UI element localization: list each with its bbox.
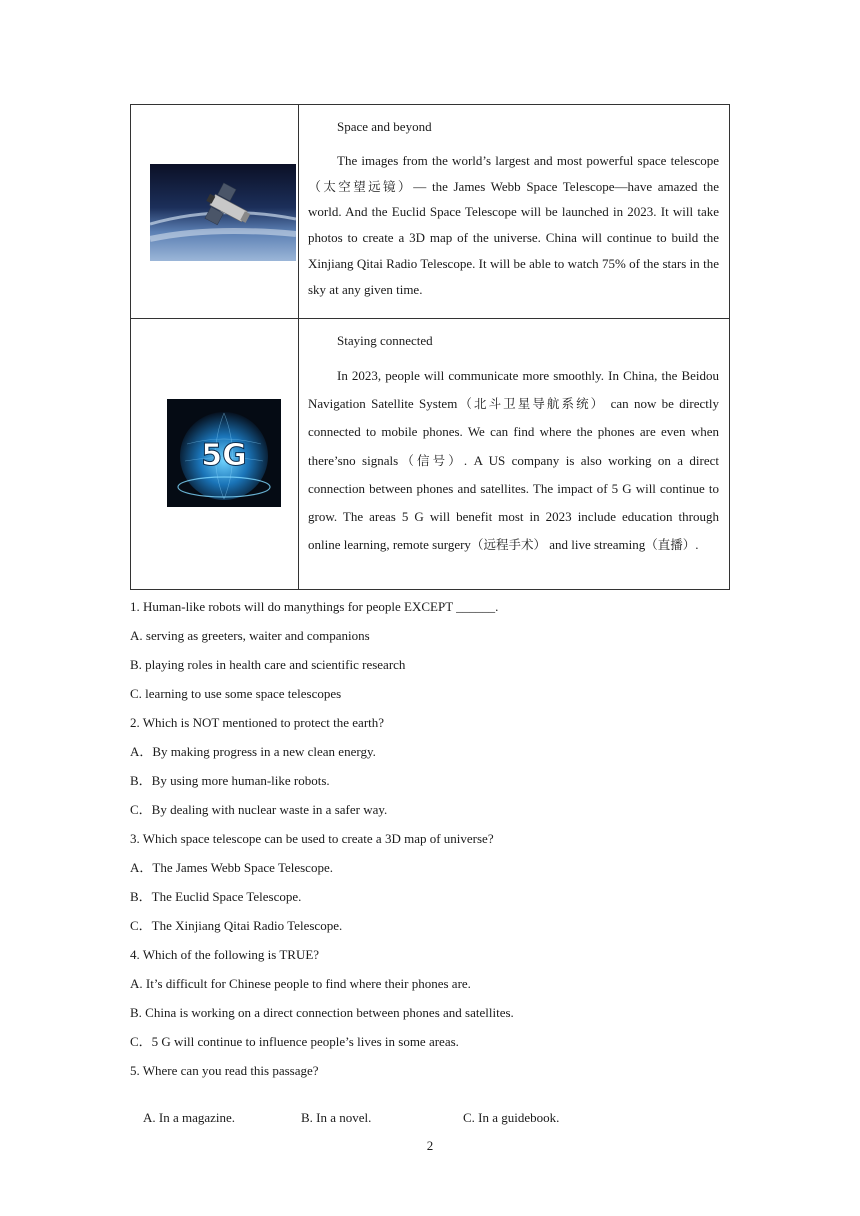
table-row — [131, 105, 730, 319]
image-cell — [131, 105, 299, 319]
option-line: B．The Euclid Space Telescope. — [130, 889, 302, 904]
question-list — [130, 598, 730, 1125]
question-line: 5. Where can you read this passage? — [130, 1063, 319, 1078]
image-cell — [131, 319, 299, 590]
option-line: B. playing roles in health care and scientific research — [130, 657, 406, 672]
option-b: B. In a novel. — [301, 1110, 372, 1125]
option-c: C. In a guidebook. — [463, 1110, 560, 1125]
section-heading: Staying connected — [337, 333, 433, 348]
option-a: A. In a magazine. — [143, 1110, 236, 1125]
section-paragraph: In 2023, people will communicate more smoothly. In China, the Beidou Navigation Satellite System（北斗卫星导航系统） can now be directly connected to mobile phones. We can find where the phones are even when there’sno signals（信号）. A US company is also working on a direct connection between phones and satellites. The impact of 5 G will continue to grow. The areas 5 G will benefit most in 2023 include education through online learning, remote surgery（远程手术） and live streaming（直播）. — [308, 368, 719, 553]
text-cell — [299, 105, 730, 319]
option-line: C．5 G will continue to influence people’s lives in some areas. — [130, 1034, 459, 1049]
space-telescope-image — [150, 164, 296, 261]
page-number: 2 — [426, 1138, 434, 1153]
option-line: C．By dealing with nuclear waste in a safer way. — [130, 802, 388, 817]
option-line: A. It’s difficult for Chinese people to find where their phones are. — [130, 976, 471, 991]
question-line: 1. Human-like robots will do manythings for people EXCEPT ______. — [130, 599, 499, 614]
section-paragraph: The images from the world’s largest and most powerful space telescope（太空望远镜）— the James Webb Space Telescope—have amazed the world. And the Euclid Space Telescope will be launched in 2023. It will take photos to create a 3D map of the universe. China will continue to build the Xinjiang Qitai Radio Telescope. It will be able to watch 75% of the stars in the sky at any given time. — [308, 153, 719, 297]
question-line: 4. Which of the following is TRUE? — [130, 947, 320, 962]
question-line: 3. Which space telescope can be used to create a 3D map of universe? — [130, 831, 494, 846]
options-row — [130, 1091, 730, 1125]
table-row — [131, 319, 730, 590]
5g-label: 5G — [201, 438, 247, 473]
section-heading: Space and beyond — [337, 119, 432, 134]
5g-globe-image — [167, 399, 281, 507]
question-line: 2. Which is NOT mentioned to protect the earth? — [130, 715, 385, 730]
option-line: C. learning to use some space telescopes — [130, 686, 342, 701]
article-table — [130, 104, 730, 590]
option-line: A．By making progress in a new clean energy. — [130, 744, 376, 759]
text-cell — [299, 319, 730, 590]
option-line: B．By using more human-like robots. — [130, 773, 330, 788]
option-line: A．The James Webb Space Telescope. — [130, 860, 333, 875]
option-line: C．The Xinjiang Qitai Radio Telescope. — [130, 918, 343, 933]
option-line: A. serving as greeters, waiter and companions — [130, 628, 370, 643]
option-line: B. China is working on a direct connection between phones and satellites. — [130, 1005, 514, 1020]
